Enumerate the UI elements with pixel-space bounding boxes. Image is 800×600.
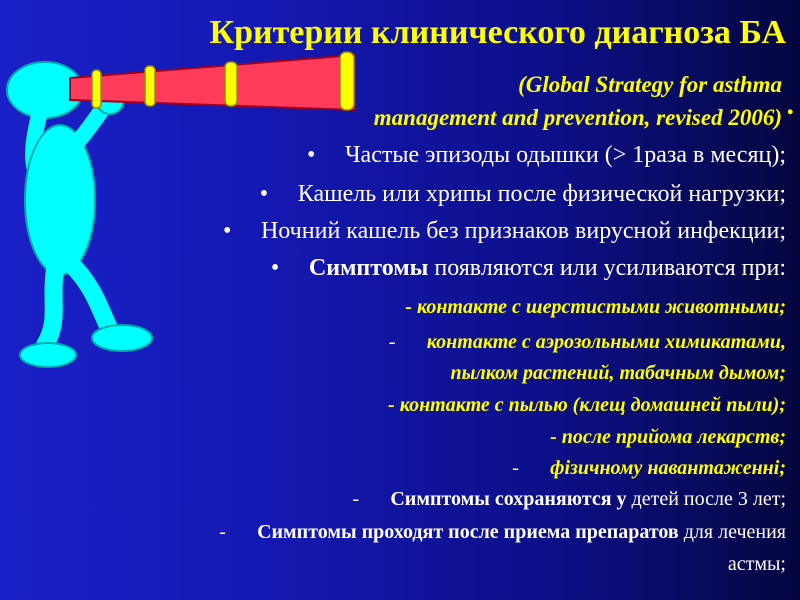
bullet-text: Ночний кашель без признаков вирусной инфекции; (260, 218, 786, 244)
trigger-item (388, 394, 786, 417)
subtitle-line-2: management and prevention, revised 2006) (373, 105, 782, 130)
trigger-item (405, 296, 786, 319)
persist-bold-text: Симптомы сохраняются у (390, 488, 627, 510)
pass-bold-text: Симптомы проходят после приема препаратов (257, 521, 679, 543)
bullet-text: появляются или усиливаются при: (428, 255, 786, 281)
trigger-item (389, 331, 786, 354)
bullet-marker: • (222, 218, 232, 244)
symptoms-pass-line (219, 521, 786, 544)
trigger-text: пылком растений, табачным дымом; (450, 362, 786, 384)
bullet-marker: • (270, 255, 280, 281)
bullet-item (260, 181, 786, 208)
trigger-text: - контакте с пылью (клещ домашней пыли); (388, 394, 786, 416)
trigger-item (550, 426, 786, 449)
bullet-marker: • (306, 142, 316, 168)
slide-title: Критерии клинического диагноза БА (209, 14, 786, 51)
bullet-text: Частые эпизоды одышки (> 1раза в месяц); (344, 142, 786, 168)
dash-marker: - (388, 331, 396, 353)
subtitle-line-1: (Global Strategy for asthma (518, 72, 782, 97)
bullet-marker: • (259, 181, 269, 207)
trigger-item (512, 457, 786, 480)
dash-marker: - (512, 457, 519, 479)
dash-marker: - (352, 488, 360, 510)
bullet-bold-text: Симптомы (308, 255, 429, 281)
bullet-text: Кашель или хрипы после физической нагрузки; (297, 181, 786, 207)
bullet-item (271, 255, 786, 282)
pass-text-2: астмы; (727, 553, 786, 575)
bullet-item (307, 142, 786, 169)
trigger-text: - после прийома лекарств; (550, 426, 786, 448)
dash-marker: - (219, 521, 226, 543)
persist-text: детей после 3 лет; (626, 488, 786, 510)
trigger-text: контакте с аэрозольными химикатами, (426, 331, 786, 353)
subtitle-dot: . (786, 88, 794, 121)
bullet-item (223, 218, 786, 245)
trigger-text: фізичному навантаженні; (550, 457, 786, 479)
pass-text: для лечения (678, 521, 786, 543)
symptoms-persist-line (352, 488, 786, 511)
symptoms-pass-line-2 (728, 553, 786, 576)
trigger-text: - контакте с шерстистыми животными; (405, 296, 786, 318)
trigger-item (450, 362, 786, 385)
slide-subtitle (374, 68, 782, 134)
